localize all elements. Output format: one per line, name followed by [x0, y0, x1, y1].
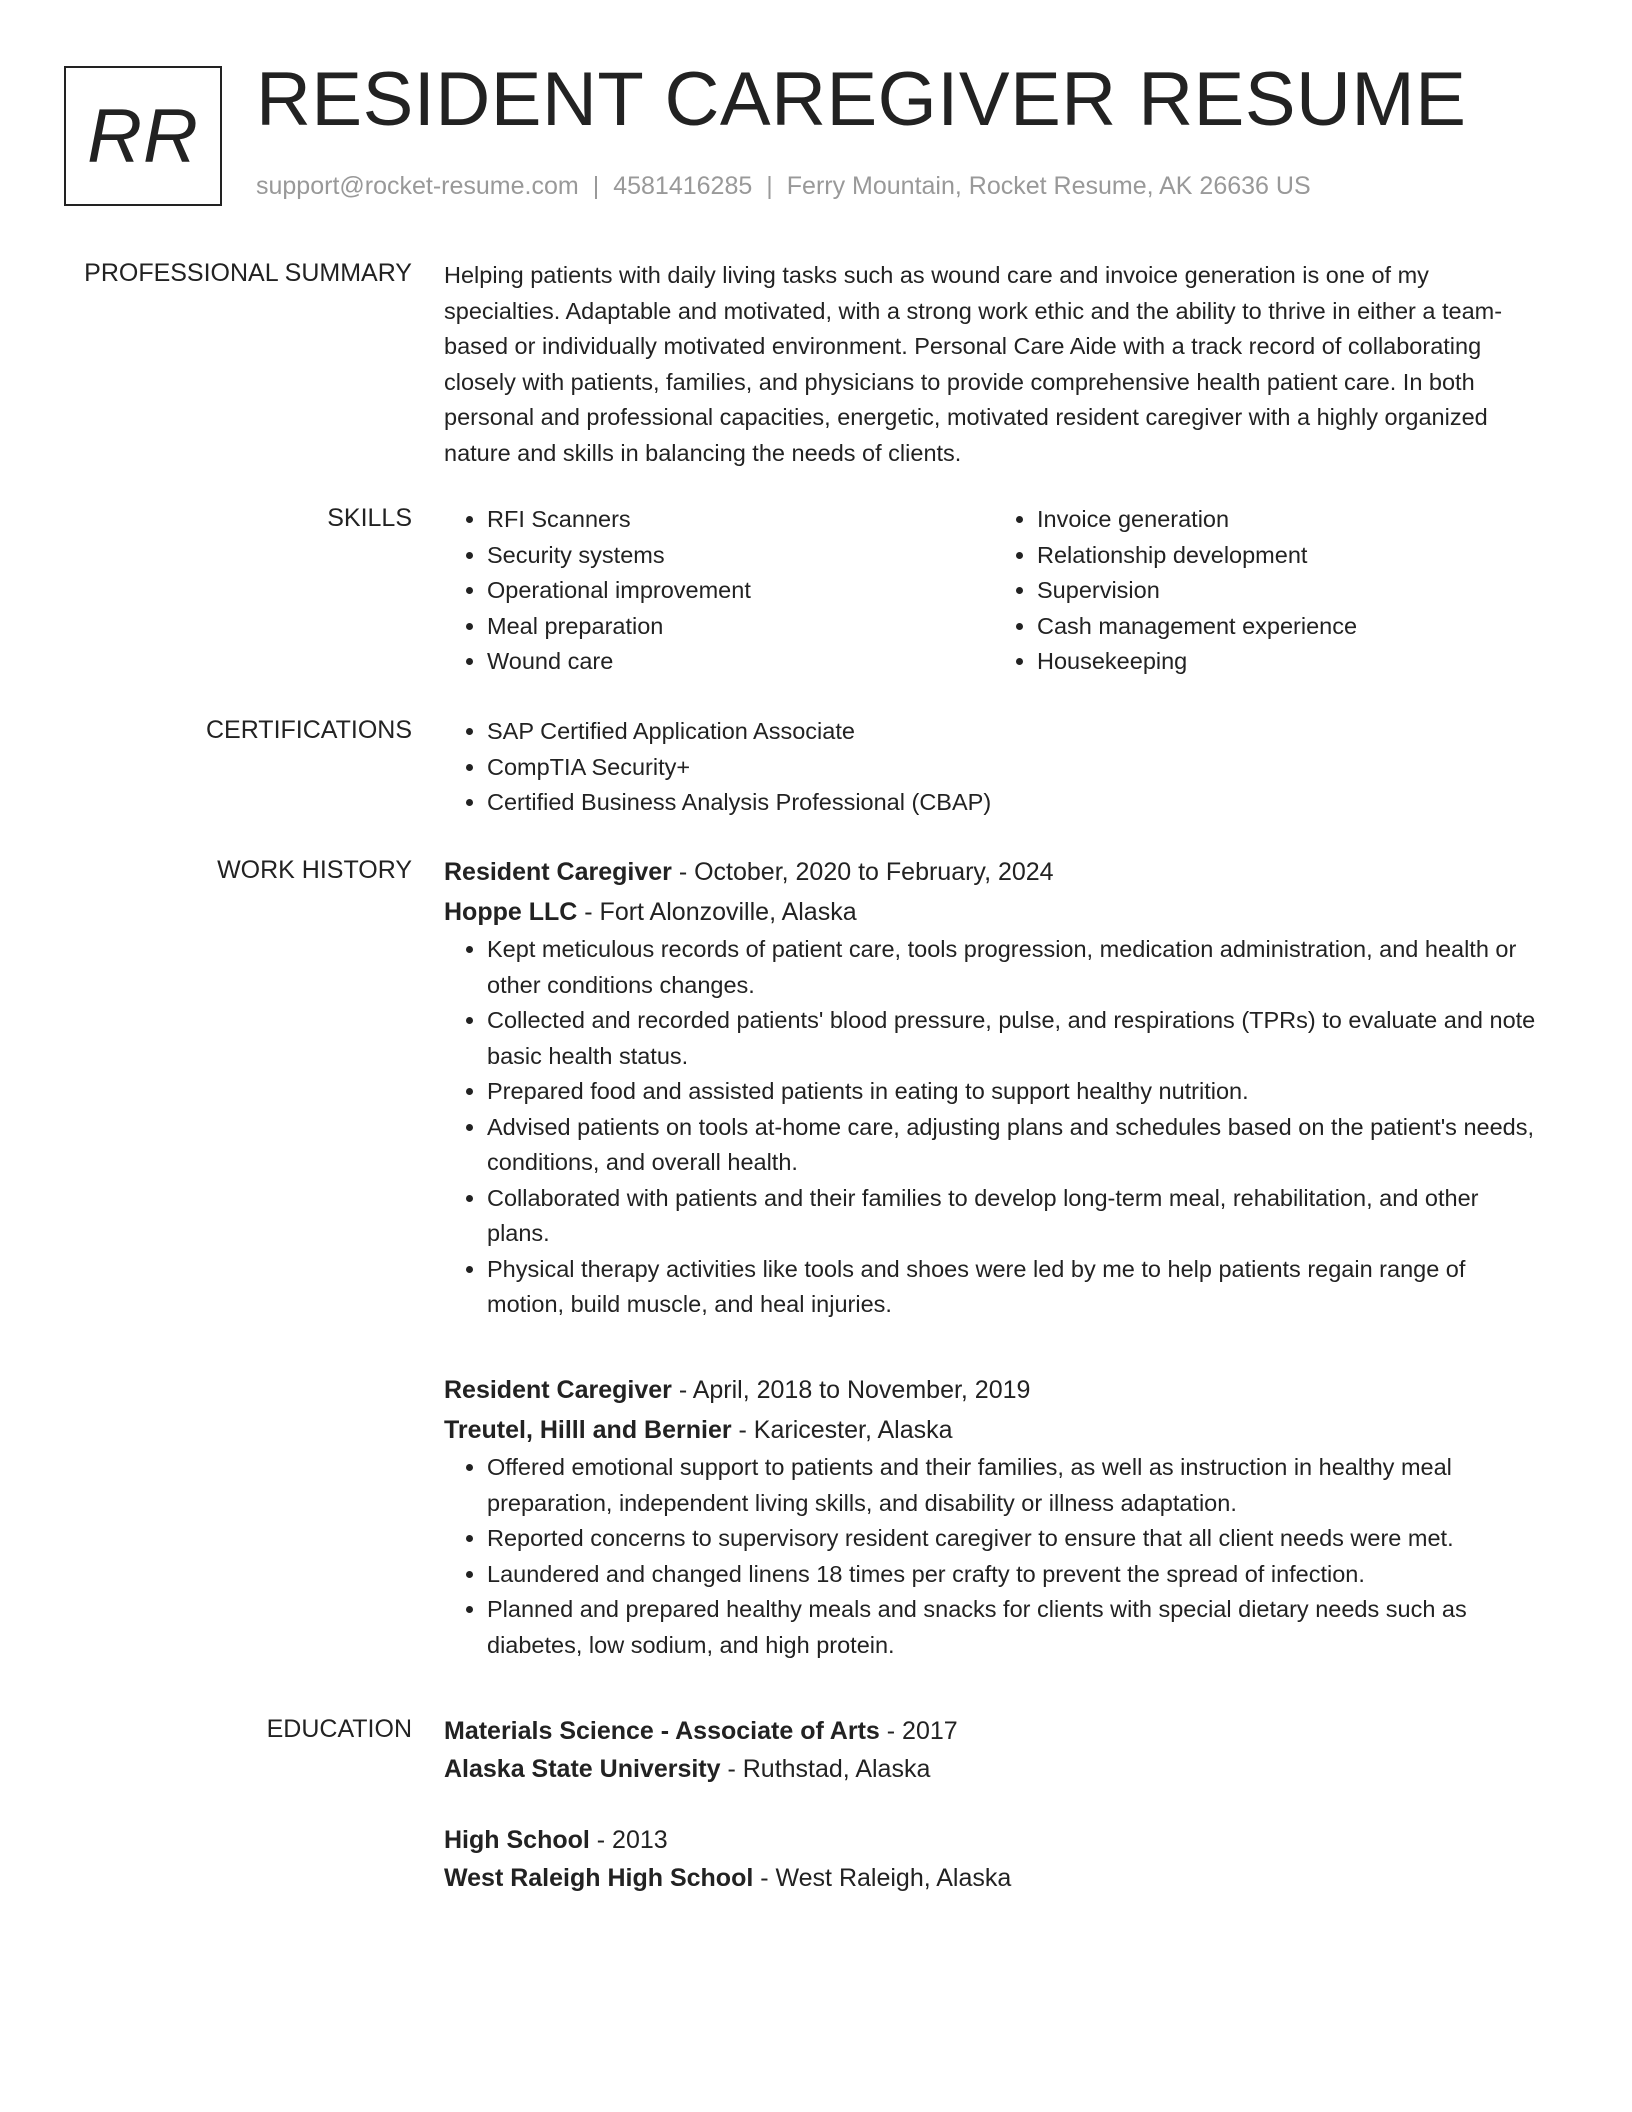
job-duty: • Kept meticulous records of patient care, tools progression, medication administration, and health or other conditions changes. [487, 932, 1544, 1003]
skill-item: • Housekeeping [1037, 644, 1544, 680]
job-title: Resident Caregiver [444, 858, 672, 886]
skills-column-2 [994, 502, 1544, 680]
education-location: - Ruthstad, Alaska [720, 1755, 931, 1783]
job-company: Treutel, Hilll and Bernier [444, 1416, 732, 1444]
skill-item: • Supervision [1037, 573, 1544, 609]
education-school: Alaska State University [444, 1755, 721, 1783]
skills-list [444, 502, 1544, 680]
section-label-education: EDUCATION [266, 1715, 412, 1743]
job-duty: • Physical therapy activities like tools and shoes were led by me to help patients regain range of motion, build muscle, and heal injuries. [487, 1252, 1544, 1323]
job-duty: • Laundered and changed linens 18 times per crafty to prevent the spread of infection. [487, 1557, 1544, 1593]
skill-item: • Meal preparation [487, 609, 994, 645]
contact-address: Ferry Mountain, Rocket Resume, AK 26636 US [786, 172, 1311, 200]
certification-item: • CompTIA Security+ [487, 750, 1544, 786]
job-location: - Karicester, Alaska [731, 1416, 953, 1444]
skill-item: • Relationship development [1037, 538, 1544, 574]
education-school: West Raleigh High School [444, 1864, 754, 1892]
certification-item: • SAP Certified Application Associate [487, 714, 1544, 750]
job-duty: • Advised patients on tools at-home care, adjusting plans and schedules based on the patient's needs, conditions, and overall health. [487, 1110, 1544, 1181]
resume-title: RESIDENT CAREGIVER RESUME [256, 57, 1467, 142]
skill-item: • Security systems [487, 538, 994, 574]
job-duty: • Collaborated with patients and their families to develop long-term meal, rehabilitation, and other plans. [487, 1181, 1544, 1252]
monogram-logo: RR [64, 66, 222, 206]
contact-phone[interactable]: 4581416285 [613, 172, 753, 200]
education-degree: High School [444, 1826, 590, 1854]
contact-separator: | [592, 172, 600, 200]
education-school-line [444, 1859, 1544, 1897]
section-label-skills: SKILLS [327, 504, 412, 532]
education-degree: Materials Science - Associate of Arts [444, 1717, 880, 1745]
skill-item: • Operational improvement [487, 573, 994, 609]
section-label-certifications: CERTIFICATIONS [205, 716, 412, 744]
job-duties [444, 932, 1544, 1323]
contact-separator: | [766, 172, 773, 200]
job-entry [444, 1370, 1544, 1663]
job-duty: • Prepared food and assisted patients in eating to support healthy nutrition. [487, 1074, 1544, 1110]
job-dates: - April, 2018 to November, 2019 [671, 1376, 1031, 1404]
job-duty: • Offered emotional support to patients and their families, as well as instruction in healthy meal preparation, independent living skills, and disability or illness adaptation. [487, 1450, 1544, 1521]
job-company-line [444, 1410, 1544, 1450]
job-title-line [444, 1370, 1544, 1410]
job-duty: • Reported concerns to supervisory resident caregiver to ensure that all client needs were met. [487, 1521, 1544, 1557]
education-year: - 2013 [589, 1826, 668, 1854]
education-degree-line [444, 1821, 1544, 1859]
skills-column-1 [444, 502, 994, 680]
skill-item: • Wound care [487, 644, 994, 680]
certifications-list [444, 714, 1544, 821]
job-company-line [444, 892, 1544, 932]
education-entry [444, 1821, 1544, 1897]
job-title-line [444, 852, 1544, 892]
job-company: Hoppe LLC [444, 898, 578, 926]
certification-item: • Certified Business Analysis Professional (CBAP) [487, 785, 1544, 821]
contact-email[interactable]: support@rocket-resume.com [256, 172, 579, 200]
education-location: - West Raleigh, Alaska [753, 1864, 1012, 1892]
job-dates: - October, 2020 to February, 2024 [671, 858, 1054, 886]
job-duty: • Planned and prepared healthy meals and snacks for clients with special dietary needs such as diabetes, low sodium, and high protein. [487, 1592, 1544, 1663]
section-label-work-history: WORK HISTORY [217, 856, 412, 884]
job-duties [444, 1450, 1544, 1663]
education-entry [444, 1712, 1544, 1788]
job-entry [444, 852, 1544, 1323]
section-label-summary: PROFESSIONAL SUMMARY [84, 259, 412, 287]
job-location: - Fort Alonzoville, Alaska [577, 898, 857, 926]
education-degree-line [444, 1712, 1544, 1750]
job-title: Resident Caregiver [444, 1376, 672, 1404]
contact-line [256, 172, 1311, 201]
education-school-line [444, 1750, 1544, 1788]
skill-item: • RFI Scanners [487, 502, 994, 538]
skill-item: • Invoice generation [1037, 502, 1544, 538]
job-duty: • Collected and recorded patients' blood pressure, pulse, and respirations (TPRs) to evaluate and note basic health status. [487, 1003, 1544, 1074]
skill-item: • Cash management experience [1037, 609, 1544, 645]
summary-text: Helping patients with daily living tasks such as wound care and invoice generation is one of my specialties. Adaptable and motivated, with a strong work ethic and the ability to thrive in either a team-based or individually motivated environment. Personal Care Aide with a track record of collaborating closely with patients, families, and physicians to provide comprehensive health patient care. In both personal and professional capacities, energetic, motivated resident caregiver with a highly organized nature and skills in balancing the needs of clients. [444, 262, 1503, 466]
education-year: - 2017 [879, 1717, 958, 1745]
